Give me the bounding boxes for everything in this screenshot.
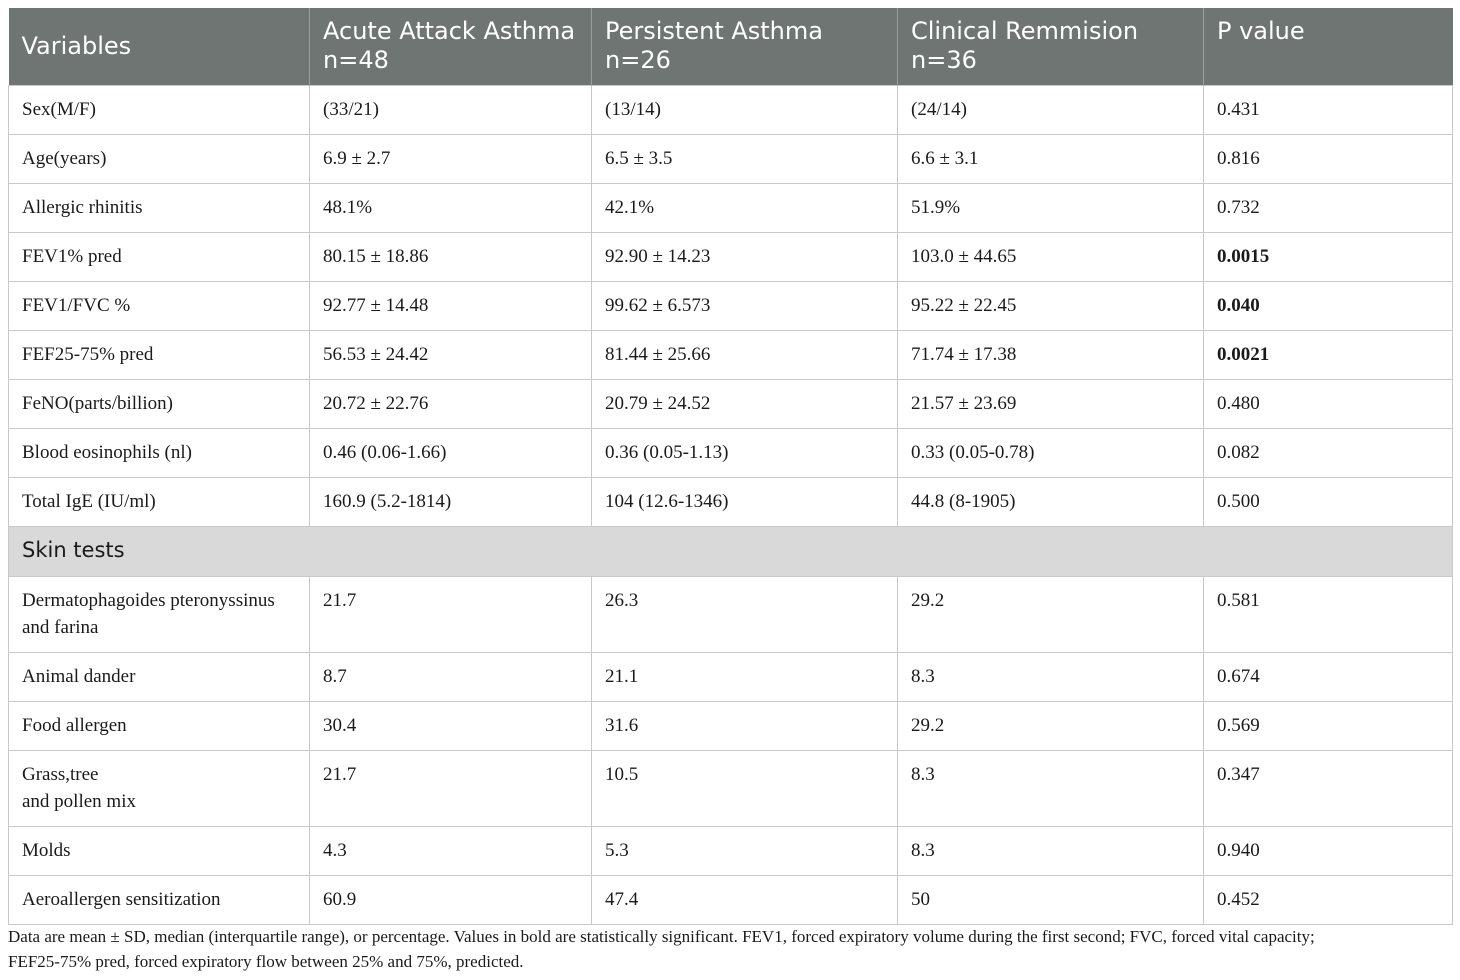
table-cell: 47.4 (592, 876, 898, 925)
table-cell: 50 (898, 876, 1204, 925)
table-cell: 21.7 (310, 577, 592, 653)
table-cell: 20.79 ± 24.52 (592, 380, 898, 429)
row-label: FEV1/FVC % (9, 282, 310, 331)
row-label-line: Dermatophagoides pteronyssinus (22, 590, 275, 611)
row-label-line: Aeroallergen sensitization (22, 889, 221, 910)
table-container (8, 8, 1452, 925)
table-footnote (8, 924, 1452, 974)
table-cell: 92.77 ± 14.48 (310, 282, 592, 331)
table-cell: 5.3 (592, 827, 898, 876)
column-header (898, 8, 1204, 86)
p-value-cell: 0.452 (1204, 876, 1453, 925)
table-cell: 6.6 ± 3.1 (898, 135, 1204, 184)
table-header (9, 8, 1453, 86)
p-value-cell: 0.674 (1204, 653, 1453, 702)
p-value-cell: 0.040 (1204, 282, 1453, 331)
table-row (9, 331, 1453, 380)
row-label (9, 702, 310, 751)
row-label (9, 827, 310, 876)
table-cell: 0.33 (0.05-0.78) (898, 429, 1204, 478)
table-row (9, 184, 1453, 233)
table-cell: 20.72 ± 22.76 (310, 380, 592, 429)
column-header-line: Acute Attack Asthma (323, 17, 576, 45)
table-cell: 44.8 (8-1905) (898, 478, 1204, 527)
table-cell: 31.6 (592, 702, 898, 751)
column-header (592, 8, 898, 86)
p-value-cell: 0.0015 (1204, 233, 1453, 282)
table-cell: 92.90 ± 14.23 (592, 233, 898, 282)
table-cell: 71.74 ± 17.38 (898, 331, 1204, 380)
table-cell: 56.53 ± 24.42 (310, 331, 592, 380)
table-row (9, 653, 1453, 702)
table-cell: 95.22 ± 22.45 (898, 282, 1204, 331)
table-cell: 8.7 (310, 653, 592, 702)
table-cell: 29.2 (898, 577, 1204, 653)
row-label (9, 653, 310, 702)
table-row (9, 233, 1453, 282)
row-label (9, 751, 310, 827)
table-row (9, 702, 1453, 751)
table-row (9, 827, 1453, 876)
row-label: FEF25-75% pred (9, 331, 310, 380)
column-header-line: n=48 (323, 46, 389, 74)
table-cell: 21.1 (592, 653, 898, 702)
table-row (9, 577, 1453, 653)
table-cell: 160.9 (5.2-1814) (310, 478, 592, 527)
p-value-cell: 0.480 (1204, 380, 1453, 429)
table-cell: 6.5 ± 3.5 (592, 135, 898, 184)
table-cell: 80.15 ± 18.86 (310, 233, 592, 282)
row-label: Blood eosinophils (nl) (9, 429, 310, 478)
table-cell: (33/21) (310, 86, 592, 135)
p-value-cell: 0.940 (1204, 827, 1453, 876)
p-value-cell: 0.0021 (1204, 331, 1453, 380)
row-label: Age(years) (9, 135, 310, 184)
table-row (9, 478, 1453, 527)
row-label-line: and pollen mix (22, 791, 136, 812)
row-label (9, 876, 310, 925)
table-cell: 21.57 ± 23.69 (898, 380, 1204, 429)
table-cell: 0.36 (0.05-1.13) (592, 429, 898, 478)
table-cell: 30.4 (310, 702, 592, 751)
row-label-line: Food allergen (22, 715, 127, 736)
table-row (9, 282, 1453, 331)
table-row (9, 751, 1453, 827)
column-header-line: n=36 (911, 46, 977, 74)
column-header (1204, 8, 1453, 86)
table-row (9, 876, 1453, 925)
table-cell: 26.3 (592, 577, 898, 653)
row-label: Sex(M/F) (9, 86, 310, 135)
table-cell: 8.3 (898, 827, 1204, 876)
table-cell: 0.46 (0.06-1.66) (310, 429, 592, 478)
row-label: Allergic rhinitis (9, 184, 310, 233)
table-row (9, 429, 1453, 478)
footnote-line: Data are mean ± SD, median (interquartile range), or percentage. Values in bold are statistically significant. FEV1, forced expiratory volume during the first second; FVC, forced vital capacity; (8, 927, 1315, 946)
column-header (310, 8, 592, 86)
row-label-line: Grass,tree (22, 764, 99, 785)
table-row (9, 86, 1453, 135)
column-header-line: P value (1217, 17, 1305, 45)
row-label-line: Molds (22, 840, 71, 861)
row-label: FeNO(parts/billion) (9, 380, 310, 429)
p-value-cell: 0.500 (1204, 478, 1453, 527)
p-value-cell: 0.816 (1204, 135, 1453, 184)
table-cell: 104 (12.6-1346) (592, 478, 898, 527)
row-label (9, 577, 310, 653)
table-cell: 60.9 (310, 876, 592, 925)
table-cell: 4.3 (310, 827, 592, 876)
column-header-line: Clinical Remmision (911, 17, 1139, 45)
p-value-cell: 0.569 (1204, 702, 1453, 751)
column-header-line: Variables (21, 31, 132, 60)
table-cell: 29.2 (898, 702, 1204, 751)
header-row (9, 8, 1453, 86)
table-cell: 99.62 ± 6.573 (592, 282, 898, 331)
p-value-cell: 0.581 (1204, 577, 1453, 653)
row-label-line: Animal dander (22, 666, 136, 687)
table-cell: 51.9% (898, 184, 1204, 233)
table-cell: (13/14) (592, 86, 898, 135)
footnote-line: FEF25-75% pred, forced expiratory flow between 25% and 75%, predicted. (8, 952, 524, 971)
table-cell: 81.44 ± 25.66 (592, 331, 898, 380)
table-cell: 21.7 (310, 751, 592, 827)
column-header (9, 8, 310, 86)
table-cell: 8.3 (898, 653, 1204, 702)
table-cell: 6.9 ± 2.7 (310, 135, 592, 184)
row-label: FEV1% pred (9, 233, 310, 282)
row-label: Total IgE (IU/ml) (9, 478, 310, 527)
column-header-line: Persistent Asthma (605, 17, 823, 45)
section-row (9, 527, 1453, 577)
p-value-cell: 0.431 (1204, 86, 1453, 135)
table-cell: (24/14) (898, 86, 1204, 135)
column-header-line: n=26 (605, 46, 671, 74)
section-label: Skin tests (9, 527, 1453, 577)
table-cell: 10.5 (592, 751, 898, 827)
row-label-line: and farina (22, 617, 99, 638)
data-table (8, 8, 1453, 925)
table-cell: 42.1% (592, 184, 898, 233)
table-row (9, 135, 1453, 184)
table-row (9, 380, 1453, 429)
table-cell: 48.1% (310, 184, 592, 233)
p-value-cell: 0.347 (1204, 751, 1453, 827)
p-value-cell: 0.732 (1204, 184, 1453, 233)
table-cell: 103.0 ± 44.65 (898, 233, 1204, 282)
table-cell: 8.3 (898, 751, 1204, 827)
p-value-cell: 0.082 (1204, 429, 1453, 478)
table-body (9, 86, 1453, 925)
